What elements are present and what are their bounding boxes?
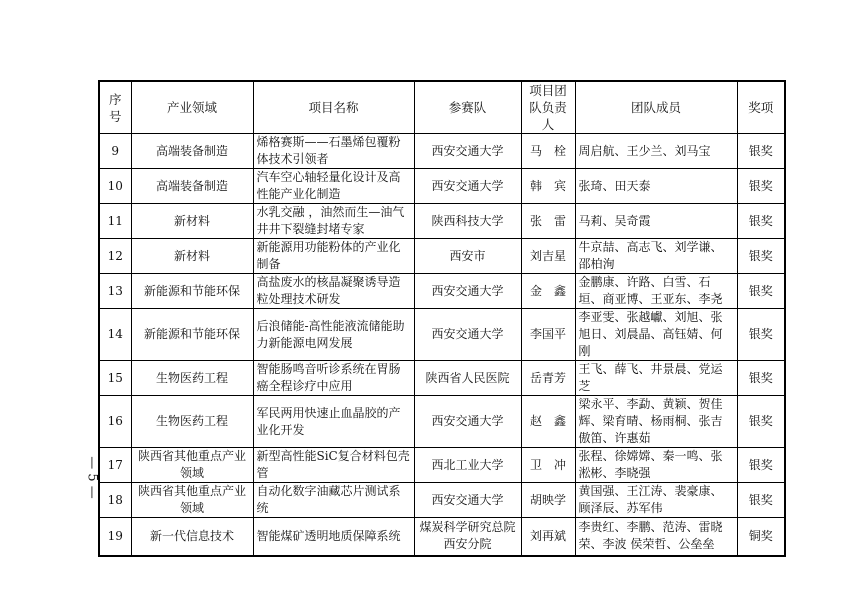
team-members: 李贵红、李鹏、范涛、雷晓荣、李波 侯荣哲、公垒垒 [575, 518, 737, 556]
award: 银奖 [737, 239, 785, 274]
project-name: 军民两用快速止血晶胶的产业化开发 [253, 396, 414, 448]
row-number: 19 [99, 518, 131, 556]
project-name: 水乳交融 ，油然而生—油气井井下裂缝封堵专家 [253, 204, 414, 239]
team-name: 陕西科技大学 [414, 204, 521, 239]
team-leader: 张 雷 [521, 204, 575, 239]
project-name: 烯格赛斯——石墨烯包覆粉体技术引领者 [253, 134, 414, 169]
industry-field: 新能源和节能环保 [131, 309, 253, 361]
team-leader: 卫 冲 [521, 448, 575, 483]
team-name: 西安交通大学 [414, 483, 521, 518]
header-team: 参赛队 [414, 81, 521, 134]
industry-field: 新材料 [131, 204, 253, 239]
header-field: 产业领域 [131, 81, 253, 134]
header-no: 序号 [99, 81, 131, 134]
table-body [99, 134, 785, 556]
team-members: 马莉、吴奇霞 [575, 204, 737, 239]
project-name: 后浪储能-高性能液流储能助力新能源电网发展 [253, 309, 414, 361]
project-name: 智能肠鸣音听诊系统在胃肠癌全程诊疗中应用 [253, 361, 414, 396]
row-number: 16 [99, 396, 131, 448]
table-header-row [99, 81, 785, 134]
table-row [99, 204, 785, 239]
team-name: 西安交通大学 [414, 274, 521, 309]
header-project: 项目名称 [253, 81, 414, 134]
team-members: 张程、徐嫦嫦、秦一鸣、张淞彬、李晓强 [575, 448, 737, 483]
industry-field: 新一代信息技术 [131, 518, 253, 556]
industry-field: 陕西省其他重点产业领域 [131, 483, 253, 518]
award: 银奖 [737, 483, 785, 518]
award: 银奖 [737, 134, 785, 169]
industry-field: 生物医药工程 [131, 361, 253, 396]
industry-field: 陕西省其他重点产业领域 [131, 448, 253, 483]
team-name: 陕西省人民医院 [414, 361, 521, 396]
table-row [99, 134, 785, 169]
team-name: 西安交通大学 [414, 396, 521, 448]
team-members: 张琦、田天泰 [575, 169, 737, 204]
team-members: 周启航、王少兰、刘马宝 [575, 134, 737, 169]
project-name: 新型高性能SiC复合材料包壳管 [253, 448, 414, 483]
row-number: 12 [99, 239, 131, 274]
row-number: 10 [99, 169, 131, 204]
table-row [99, 239, 785, 274]
team-leader: 韩 宾 [521, 169, 575, 204]
project-name: 新能源用功能粉体的产业化制备 [253, 239, 414, 274]
team-leader: 赵 鑫 [521, 396, 575, 448]
row-number: 11 [99, 204, 131, 239]
team-members: 金鹏康、许路、白雪、石垣、商亚博、王亚东、李尧 [575, 274, 737, 309]
table-row [99, 396, 785, 448]
table-row [99, 518, 785, 556]
project-name: 汽车空心轴轻量化设计及高性能产业化制造 [253, 169, 414, 204]
team-members: 梁永平、李勐、黄颖、贺佳辉、梁育晴、杨雨桐、张吉傲笛、许惠茹 [575, 396, 737, 448]
industry-field: 新材料 [131, 239, 253, 274]
award: 银奖 [737, 396, 785, 448]
industry-field: 高端装备制造 [131, 169, 253, 204]
award: 银奖 [737, 274, 785, 309]
team-name: 西安市 [414, 239, 521, 274]
team-name: 西安交通大学 [414, 309, 521, 361]
award: 银奖 [737, 204, 785, 239]
row-number: 18 [99, 483, 131, 518]
award: 银奖 [737, 361, 785, 396]
row-number: 17 [99, 448, 131, 483]
team-name: 西北工业大学 [414, 448, 521, 483]
table-row [99, 361, 785, 396]
team-members: 王飞、薛飞、井景晨、党运芝 [575, 361, 737, 396]
industry-field: 新能源和节能环保 [131, 274, 253, 309]
team-leader: 刘再斌 [521, 518, 575, 556]
team-leader: 李国平 [521, 309, 575, 361]
award: 银奖 [737, 309, 785, 361]
team-leader: 金 鑫 [521, 274, 575, 309]
industry-field: 高端装备制造 [131, 134, 253, 169]
team-leader: 岳青芳 [521, 361, 575, 396]
table-row [99, 448, 785, 483]
project-name: 智能煤矿透明地质保障系统 [253, 518, 414, 556]
row-number: 15 [99, 361, 131, 396]
table-row [99, 274, 785, 309]
project-name: 自动化数字油藏芯片测试系统 [253, 483, 414, 518]
header-leader: 项目团队负责人 [521, 81, 575, 134]
row-number: 13 [99, 274, 131, 309]
table-row [99, 483, 785, 518]
header-award: 奖项 [737, 81, 785, 134]
team-members: 牛京喆、高志飞、刘学谦、邵柏洵 [575, 239, 737, 274]
team-leader: 刘吉星 [521, 239, 575, 274]
table-row [99, 169, 785, 204]
team-leader: 胡映学 [521, 483, 575, 518]
team-name: 煤炭科学研究总院西安分院 [414, 518, 521, 556]
page-number: — 5 — [84, 456, 100, 499]
team-members: 黄国强、王江涛、裴豪康、顾泽辰、苏军伟 [575, 483, 737, 518]
award: 铜奖 [737, 518, 785, 556]
project-name: 高盐废水的核晶凝聚诱导造粒处理技术研发 [253, 274, 414, 309]
industry-field: 生物医药工程 [131, 396, 253, 448]
table-row [99, 309, 785, 361]
team-name: 西安交通大学 [414, 169, 521, 204]
award: 银奖 [737, 448, 785, 483]
team-leader: 马 栓 [521, 134, 575, 169]
team-name: 西安交通大学 [414, 134, 521, 169]
awards-table [98, 80, 786, 557]
team-members: 李亚雯、张越巘、刘旭、张旭日、刘晨晶、高钰婧、何刚 [575, 309, 737, 361]
row-number: 9 [99, 134, 131, 169]
row-number: 14 [99, 309, 131, 361]
award: 银奖 [737, 169, 785, 204]
header-members: 团队成员 [575, 81, 737, 134]
